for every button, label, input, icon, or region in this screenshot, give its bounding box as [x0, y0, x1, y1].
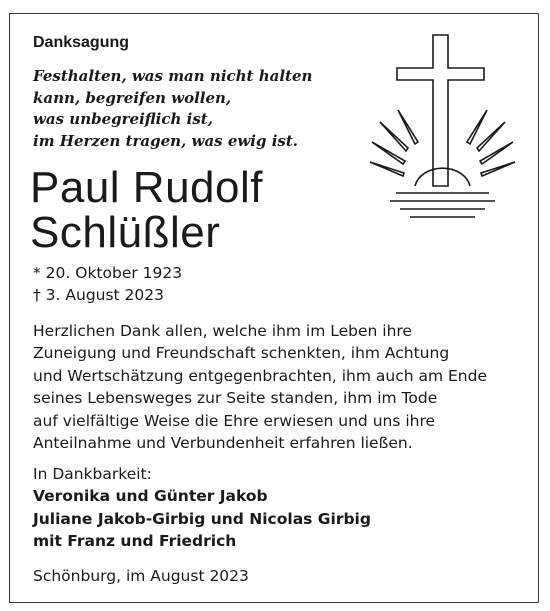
cross-sunrise-icon — [360, 30, 525, 235]
death-date: † 3. August 2023 — [33, 286, 165, 304]
birth-date: * 20. Oktober 1923 — [33, 264, 183, 282]
signers — [33, 485, 371, 553]
signer-line: mit Franz und Friedrich — [33, 532, 237, 550]
signer-line: Veronika und Günter Jakob — [33, 487, 268, 505]
body-line: Zuneigung und Freundschaft schenkten, ihm Achtung — [33, 344, 450, 363]
poem-line: kann, begreifen wollen, — [33, 88, 232, 107]
gratitude-label: In Dankbarkeit: — [33, 465, 152, 483]
place-date: Schönburg, im August 2023 — [33, 567, 249, 585]
poem-line: was unbegreiflich ist, — [33, 110, 213, 128]
body-line: auf vielfältige Weise die Ehre erwiesen und uns ihre — [33, 411, 436, 430]
body-line: Anteilnahme und Verbundenheit erfahren ließen. — [33, 434, 413, 453]
life-dates — [33, 262, 182, 306]
body-line: seines Lebensweges zur Seite standen, ihm im Tode — [33, 389, 438, 408]
body-line: und Wertschätzung entgegenbrachten, ihm auch am Ende — [33, 366, 487, 385]
notice-heading: Danksagung — [33, 34, 130, 51]
poem-line: im Herzen tragen, was ewig ist. — [33, 131, 298, 150]
signer-line: Juliane Jakob-Girbig und Nicolas Girbig — [33, 509, 371, 528]
name-line: Paul Rudolf — [30, 163, 263, 212]
poem — [33, 66, 312, 152]
name-line: Schlüßler — [30, 208, 221, 257]
deceased-name — [30, 165, 263, 255]
poem-line: Festhalten, was man nicht halten — [33, 67, 313, 85]
body-line: Herzlichen Dank allen, welche ihm im Leben ihre — [33, 322, 412, 340]
thanks-text — [33, 320, 487, 454]
